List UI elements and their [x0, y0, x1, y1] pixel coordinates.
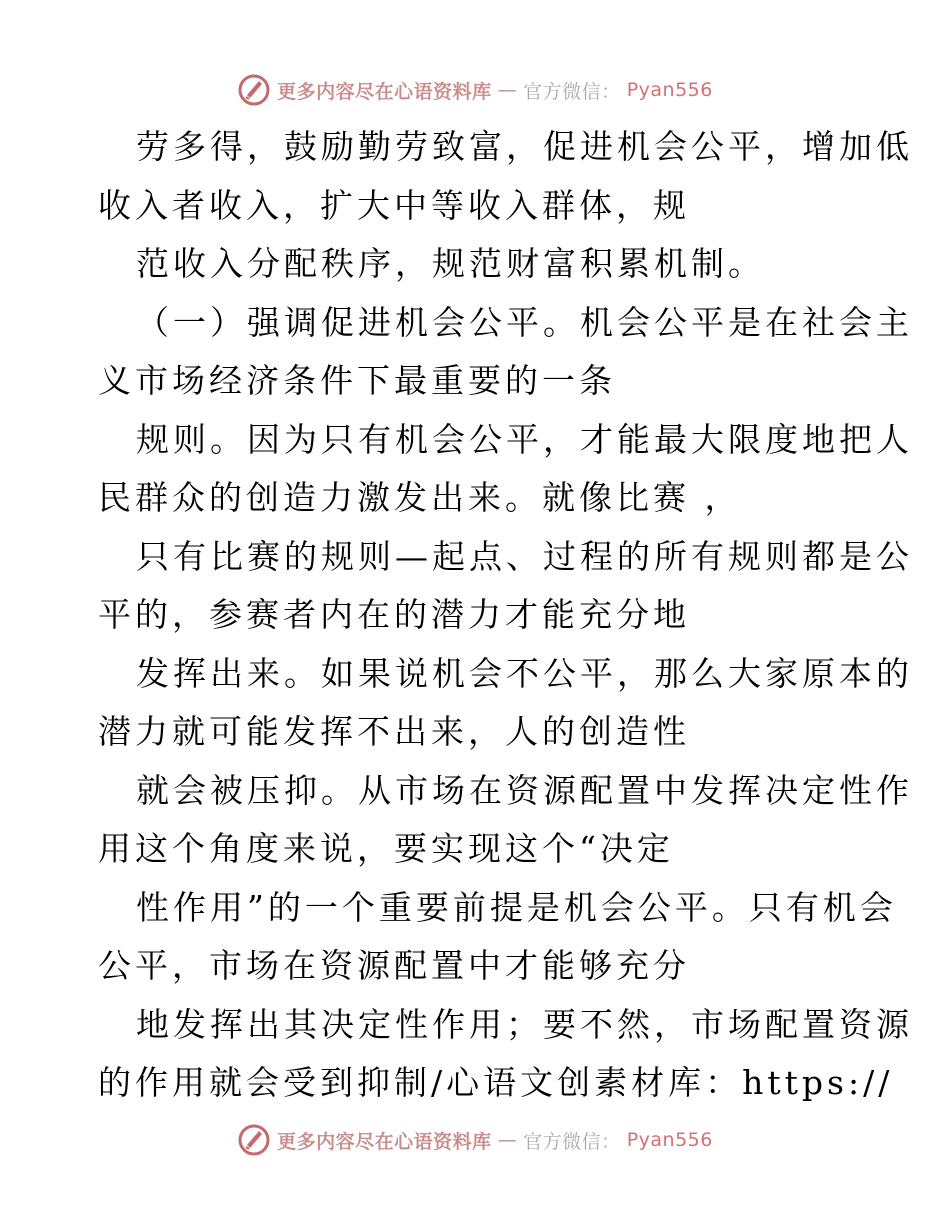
body-line: 收入者收入，扩大中等收入群体，规 — [98, 185, 690, 225]
body-line: 规则。因为只有机会公平，才能最大限度地把人 — [136, 419, 913, 459]
body-line: 劳多得，鼓励勤劳致富，促进机会公平，增加低 — [136, 127, 913, 166]
body-line: 的作用就会受到抑制/心语文创素材库：https:// — [98, 1063, 894, 1102]
body-line: 用这个角度来说，要实现这个“决定 — [98, 829, 674, 868]
header-wechat-label: 官方微信： — [523, 80, 621, 103]
footer-wechat-label: 官方微信： — [523, 1130, 621, 1153]
body-line: 范收入分配秩序，规范财富积累机制。 — [136, 244, 765, 283]
footer-banner — [0, 1120, 950, 1160]
footer-separator: — — [497, 1129, 518, 1151]
brand-logo-icon — [237, 73, 271, 107]
body-line: 平的，参赛者内在的潜力才能充分地 — [98, 595, 690, 634]
body-line: 地发挥出其决定性作用；要不然，市场配置资源 — [136, 1004, 913, 1044]
header-separator: — — [497, 79, 518, 101]
document-body — [98, 118, 913, 1113]
header-brand-text: 更多内容尽在心语资料库 — [277, 80, 492, 103]
body-line: 公平，市场在资源配置中才能够充分 — [98, 946, 690, 985]
header-wechat-id: Pyan556 — [626, 79, 713, 101]
brand-logo-icon — [237, 1123, 271, 1157]
body-line: 就会被压抑。从市场在资源配置中发挥决定性作 — [136, 770, 913, 810]
body-line: （一）强调促进机会公平。机会公平是在社会主 — [136, 302, 913, 342]
footer-brand-text: 更多内容尽在心语资料库 — [277, 1130, 492, 1153]
body-line: 发挥出来。如果说机会不公平，那么大家原本的 — [136, 653, 913, 693]
body-line: 民群众的创造力激发出来。就像比赛 ， — [98, 478, 742, 517]
body-line: 潜力就可能发挥不出来，人的创造性 — [98, 712, 690, 751]
header-banner — [0, 70, 950, 110]
body-line: 只有比赛的规则—起点、过程的所有规则都是公 — [136, 536, 913, 576]
body-line: 性作用”的一个重要前提是机会公平。只有机会 — [136, 887, 897, 927]
body-line: 义市场经济条件下最重要的一条 — [98, 361, 616, 400]
footer-wechat-id: Pyan556 — [626, 1129, 713, 1151]
